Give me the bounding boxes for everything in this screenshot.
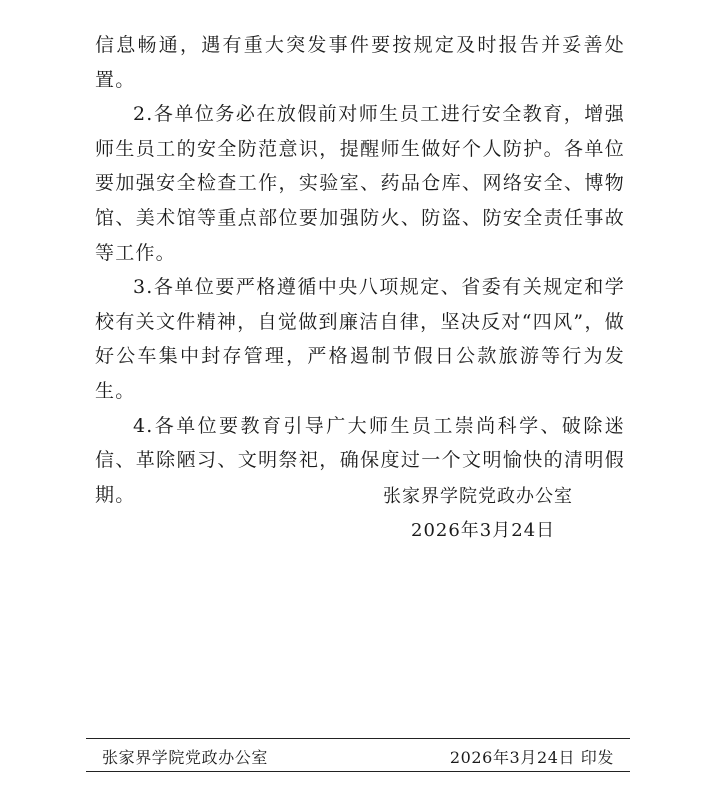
signature-block — [383, 480, 573, 548]
document-footer — [86, 738, 630, 772]
signature-date: 2026年3月24日 — [411, 520, 556, 541]
paragraph-continuation: 信息畅通，遇有重大突发事件要按规定及时报告并妥善处置。 — [95, 34, 625, 91]
signature-organization: 张家界学院党政办公室 — [383, 486, 573, 507]
footer-print-date: 2026年3月24日 印发 — [449, 748, 614, 767]
paragraph-item-3: 3.各单位要严格遵循中央八项规定、省委有关规定和学校有关文件精神，自觉做到廉洁自律，坚决反对“四风”，做好公车集中封存管理，严格遏制节假日公款旅游等行为发生。 — [95, 276, 625, 402]
footer-issuer: 张家界学院党政办公室 — [102, 748, 269, 767]
paragraph-item-2: 2.各单位务必在放假前对师生员工进行安全教育，增强师生员工的安全防范意识，提醒师生做好个人防护。各单位要加强安全检查工作，实验室、药品仓库、网络安全、博物馆、美术馆等重点部位要加强防火、防盗、防安全责任事故等工作。 — [95, 103, 625, 264]
paragraph-item-4: 4.各单位要教育引导广大师生员工崇尚科学、破除迷信、革除陋习、文明祭祀，确保度过一个文明愉快的清明假期。 — [95, 414, 625, 506]
document-body — [95, 28, 625, 512]
